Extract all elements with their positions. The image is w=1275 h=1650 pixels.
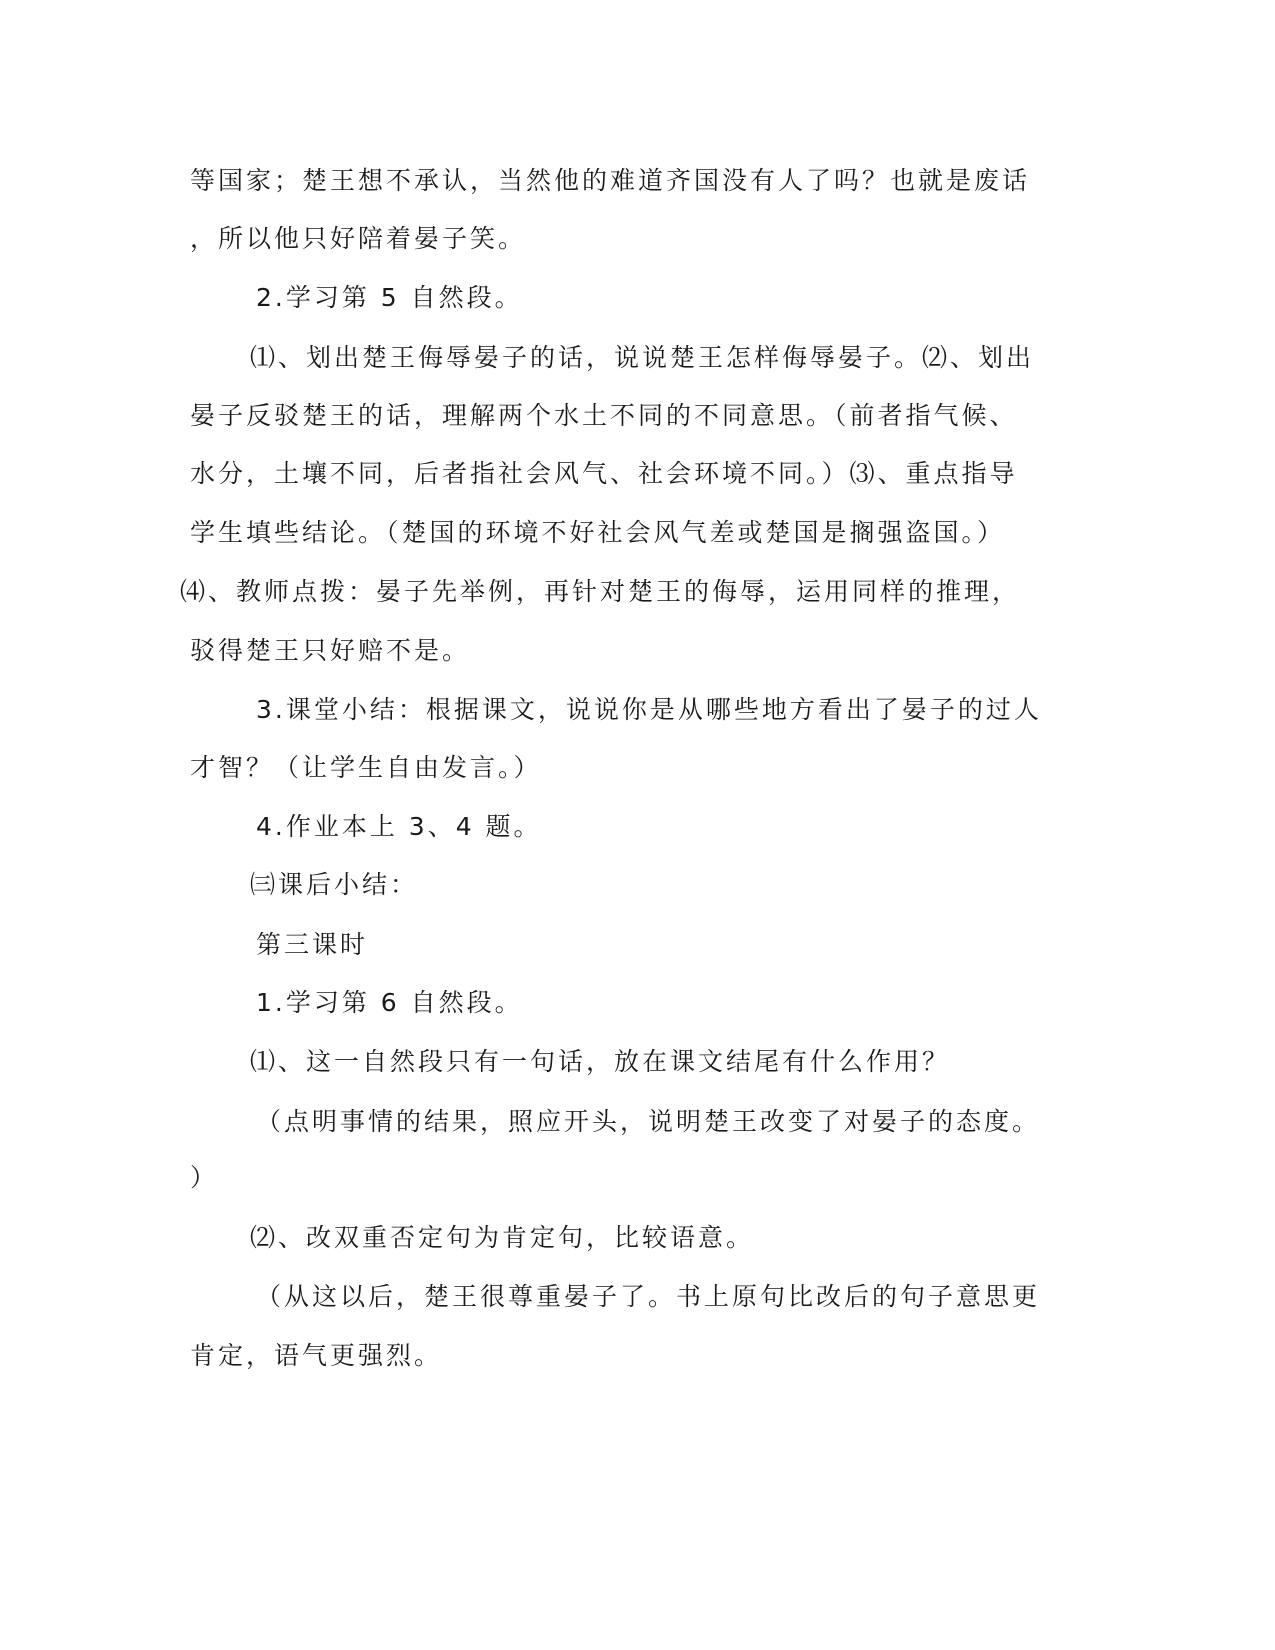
text-line: ，所以他只好陪着晏子笑。 — [190, 224, 527, 253]
section-heading: 1.学习第 6 自然段。 — [256, 988, 523, 1017]
text-line: ⑴、划出楚王侮辱晏子的话，说说楚王怎样侮辱晏子。⑵、划出 — [250, 343, 1035, 372]
section-heading: 3.课堂小结：根据课文，说说你是从哪些地方看出了晏子的过人 — [256, 695, 1042, 724]
text-line: （点明事情的结果，照应开头，说明楚王改变了对晏子的态度。 — [256, 1107, 1041, 1136]
text-line: ⑵、改双重否定句为肯定句，比较语意。 — [250, 1223, 755, 1252]
text-line: ⑴、这一自然段只有一句话，放在课文结尾有什么作用？ — [250, 1047, 951, 1076]
text-line: 水分，土壤不同，后者指社会风气、社会环境不同。）⑶、重点指导 — [190, 459, 1018, 488]
text-line: 驳得楚王只好赔不是。 — [190, 636, 471, 665]
text-line: 肯定，语气更强烈。 — [190, 1341, 443, 1370]
text-line: ） — [190, 1163, 219, 1192]
section-heading: 2.学习第 5 自然段。 — [256, 283, 523, 312]
lesson-heading: 第三课时 — [256, 930, 369, 959]
text-line: 才智？（让学生自由发言。） — [190, 753, 542, 782]
section-heading: 4.作业本上 3、4 题。 — [256, 812, 542, 841]
text-line: ⑷、教师点拨：晏子先举例，再针对楚王的侮辱，运用同样的推理， — [180, 577, 1021, 606]
section-heading: ㈢课后小结： — [250, 870, 419, 899]
text-line: （从这以后，楚王很尊重晏子了。书上原句比改后的句子意思更 — [256, 1282, 1041, 1311]
text-line: 等国家；楚王想不承认，当然他的难道齐国没有人了吗？也就是废话 — [190, 166, 1031, 195]
text-line: 学生填些结论。（楚国的环境不好社会风气差或楚国是搁强盗国。） — [190, 518, 1006, 547]
text-line: 晏子反驳楚王的话，理解两个水土不同的不同意思。（前者指气候、 — [190, 401, 1018, 430]
